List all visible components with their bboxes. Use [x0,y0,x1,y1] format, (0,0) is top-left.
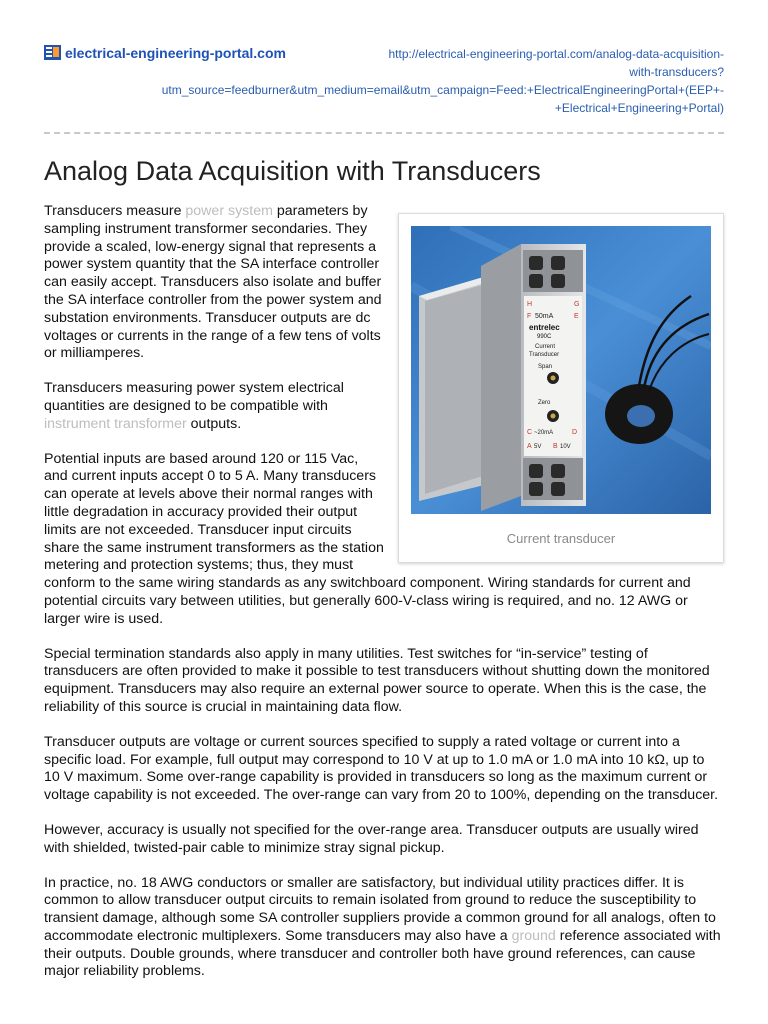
device-label: A [527,443,532,450]
page-header [44,44,724,134]
paragraph: Transducers measuring power system electrical quantities are designed to be compatible with instrument transformer outputs. [44,380,344,432]
paragraph: However, accuracy is usually not specified for the over-range area. Transducer outputs are usually wired with shielded, twisted-pair cable to minimize stray signal pickup. [44,821,699,856]
header-divider [44,132,724,134]
device-label: Current [535,344,556,350]
article-body [44,203,724,998]
device-label: C [527,429,533,436]
device-label: 10V [560,444,571,450]
link-instrument-transformer[interactable]: instrument transformer [44,415,187,432]
url-line: +Electrical+Engineering+Portal) [554,101,724,115]
device-label: B [553,443,558,450]
device-label: Span [538,364,553,370]
figure-caption: Current transducer [506,531,616,546]
device-label: 50mA [535,313,554,320]
device-label: E [574,313,579,320]
device-label: 5V [534,444,542,450]
device-label: F [527,313,532,320]
url-line: utm_source=feedburner&utm_medium=email&utm_campaign=Feed:+ElectricalEngineeringPortal+(EEP+- [161,83,724,97]
source-url[interactable] [44,45,724,117]
paragraph: Special termination standards also apply in many utilities. Test switches for “in-service” testing of transducers are often provided to make it possible to test transducers without shutting down the monitored equipment. Transducers may also require an external power source to operate. When this is the case, the reliability of this source is crucial in maintaining data flow. [44,645,710,715]
device-model: 990C [537,334,552,340]
link-power-system[interactable]: power system [185,203,273,219]
device-label: ~20mA [534,430,554,436]
paragraph: Transducer outputs are voltage or current sources specified to supply a rated voltage or current into a specific load. For example, full output may correspond to 10 V at up to 1.0 mA or 1.0 mA into 10 kΩ, up to 10 V maximum. Some over-range capability is provided in transducers so long as the maximum current or voltage capability is not exceeded. The over-range can vary from 20 to 100%, depending on the transducer. [44,733,719,804]
device-label: G [574,301,580,308]
paragraph: Transducers measure power system parameters by sampling instrument transformer secondaries. They provide a scaled, low-energy signal that represents a power system quantity that the SA interface controller can easily accept. Transducers also isolate and buffer the SA interface controller from the power system and substation environments. Transducer outputs are dc voltages or currents in the range of a few tens of volts or milliamperes. [44,203,382,362]
link-ground[interactable]: ground [511,927,556,944]
url-line: with-transducers? [629,65,724,79]
transducer-photo [411,226,711,514]
site-link[interactable]: electrical-engineering-portal.com [65,45,286,61]
url-line: http://electrical-engineering-portal.com/analog-data-acquisition- [388,47,724,61]
device-label: Zero [538,400,551,406]
device-label: Transducer [529,352,560,358]
figure-current-transducer [398,213,724,563]
article-title: Analog Data Acquisition with Transducers [44,156,541,186]
paragraph: In practice, no. 18 AWG conductors or smaller are satisfactory, but individual utility practices differ. It is common to allow transducer output circuits to remain isolated from ground to reduce the susceptibility to transient damage, although some SA controller suppliers provide a common ground for all analogs, often to accommodate electronic multiplexers. Some transducers may also have a ground reference associated with their outputs. Double grounds, where transducer and controller both have ground references, can cause major reliability problems. [44,874,721,980]
device-label: H [527,301,533,308]
device-brand: entrelec [529,323,560,332]
paragraph: Potential inputs are based around 120 or 115 Vac, and current inputs accept 0 to 5 A. Many transducers can operate at levels above their normal ranges with little degradation in accuracy provided their output limits are not exceeded. Transducer input circuits share the same instrument transformers as the station metering and protection systems; thus, they must conform to the same wiring standards as any switchboard component. Wiring standards for current and potential circuits vary between utilities, but generally 600-V-class wiring is required, and no. 12 AWG or larger wire is used. [44,450,691,627]
device-label: D [572,429,578,436]
